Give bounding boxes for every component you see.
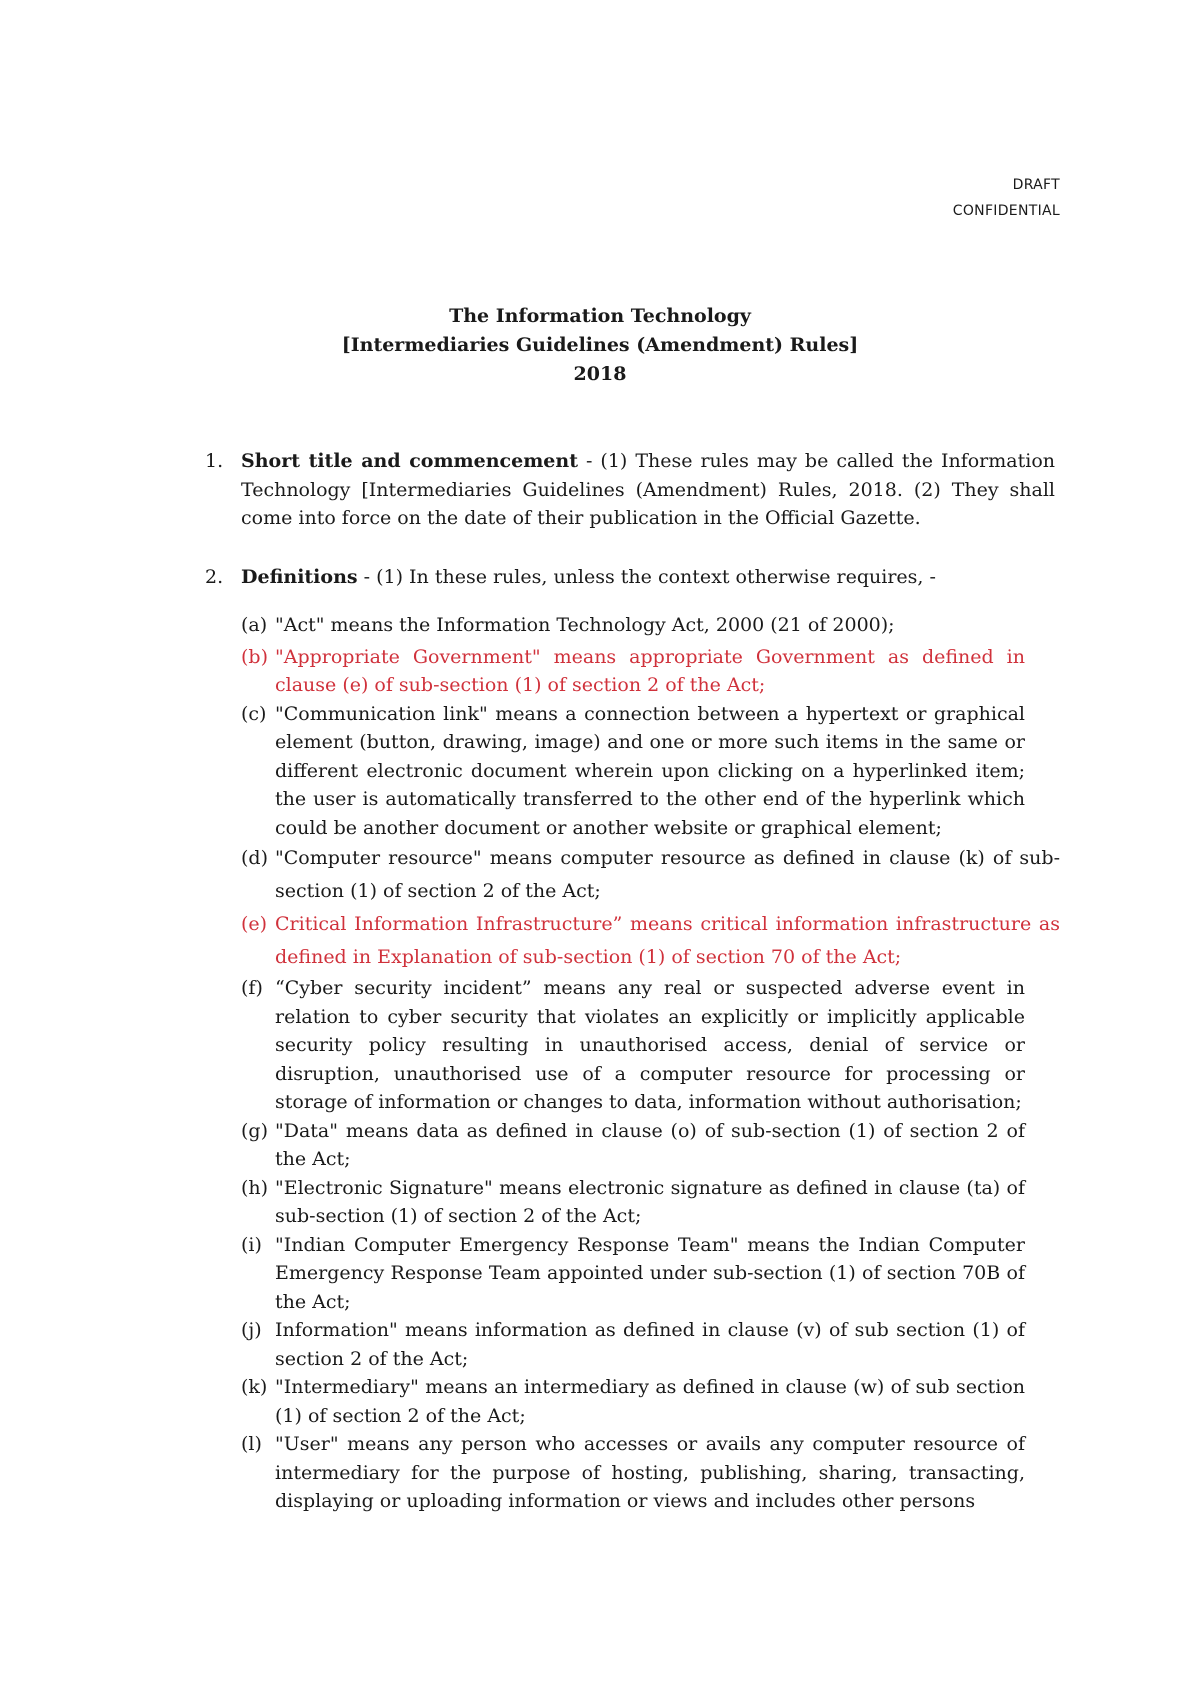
- section-short-title: [205, 447, 1055, 533]
- clause-text: “Cyber security incident” means any real or suspected adverse event in relation to cyber security that violates an explicitly or implicitly applicable security policy resulting in unauthorised access, denial of service or disruption, unauthorised use of a computer resource for processing or storage of information or changes to data, information without authorisation;: [275, 977, 1025, 1113]
- clause-text: "Computer resource" means computer resource as defined in clause (k) of sub-section (1) of section 2 of the Act;: [275, 847, 1060, 902]
- section-definitions: [205, 563, 1025, 592]
- clause-k: [241, 1373, 1025, 1430]
- section-number: 1.: [205, 450, 224, 472]
- draft-label: DRAFT: [1012, 177, 1060, 193]
- clause-label: (k): [241, 1376, 268, 1398]
- classification-mark: [953, 172, 1060, 224]
- clause-text: Information" means information as defined in clause (v) of sub section (1) of section 2 of the Act;: [275, 1319, 1025, 1370]
- clause-i: [241, 1231, 1025, 1317]
- clause-text: "Indian Computer Emergency Response Team" means the Indian Computer Emergency Response Team appointed under sub-section (1) of section 70B of the Act;: [275, 1233, 1025, 1313]
- clause-label: (f): [241, 977, 263, 999]
- clause-text: "Communication link" means a connection between a hypertext or graphical element (button, drawing, image) and one or more such items in the same or different electronic document wherein upon clicking on a hyperlinked item; the user is automatically transferred to the other end of the hyperlink which could be another document or another website or graphical element;: [275, 702, 1025, 839]
- document-body: [205, 447, 1060, 1516]
- section-number: 2.: [205, 565, 224, 588]
- confidential-label: CONFIDENTIAL: [952, 203, 1060, 219]
- definitions-list: [205, 611, 1060, 1516]
- clause-label: (d): [241, 847, 268, 869]
- clause-label: (a): [241, 614, 268, 636]
- clause-label: (e): [241, 913, 268, 935]
- clause-j: [241, 1316, 1025, 1373]
- clause-label: (b): [241, 645, 268, 668]
- clause-text: "Electronic Signature" means electronic signature as defined in clause (ta) of sub-section (1) of section 2 of the Act;: [275, 1176, 1025, 1227]
- clause-b: [241, 643, 1025, 700]
- clause-label: (g): [241, 1119, 268, 1142]
- clause-text: "Appropriate Government" means appropriate Government as defined in clause (e) of sub-section (1) of section 2 of the Act;: [275, 645, 1025, 696]
- clause-label: (l): [241, 1433, 262, 1455]
- clause-f: [241, 974, 1025, 1117]
- clause-text: "Act" means the Information Technology Act, 2000 (21 of 2000);: [275, 614, 895, 636]
- clause-label: (i): [241, 1233, 262, 1256]
- title-line-2: [Intermediaries Guidelines (Amendment) Rules]: [341, 334, 859, 356]
- clause-d: [241, 842, 1060, 908]
- section-text: - (1) In these rules, unless the context otherwise requires, -: [357, 565, 936, 588]
- clause-text: Critical Information Infrastructure” means critical information infrastructure as defined in Explanation of sub-section (1) of section 70 of the Act;: [275, 913, 1060, 968]
- title-line-1: The Information Technology: [449, 305, 751, 327]
- clause-text: "Data" means data as defined in clause (o) of sub-section (1) of section 2 of the Act;: [275, 1119, 1025, 1170]
- clause-a: [241, 611, 1025, 640]
- clause-text: "User" means any person who accesses or avails any computer resource of intermediary for the purpose of hosting, publishing, sharing, transacting, displaying or uploading information or views and includes other persons: [275, 1433, 1025, 1512]
- section-heading: Short title and commencement: [241, 450, 578, 472]
- clause-c: [241, 700, 1025, 843]
- clause-h: [241, 1174, 1025, 1231]
- clause-l: [241, 1430, 1025, 1516]
- section-text: - (1) These rules may be called the Information Technology [Intermediaries Guidelines (Amendment) Rules, 2018. (2) They shall come into force on the date of their publication in the Official Gazette.: [241, 450, 1055, 529]
- clause-text: "Intermediary" means an intermediary as defined in clause (w) of sub section (1) of section 2 of the Act;: [275, 1376, 1025, 1427]
- clause-e: [241, 908, 1060, 974]
- document-title: [0, 302, 1200, 389]
- clause-label: (h): [241, 1176, 269, 1199]
- clause-label: (c): [241, 702, 267, 725]
- section-heading: Definitions: [241, 565, 358, 588]
- title-line-3: 2018: [573, 363, 627, 385]
- clause-label: (j): [241, 1319, 262, 1341]
- clause-g: [241, 1117, 1025, 1174]
